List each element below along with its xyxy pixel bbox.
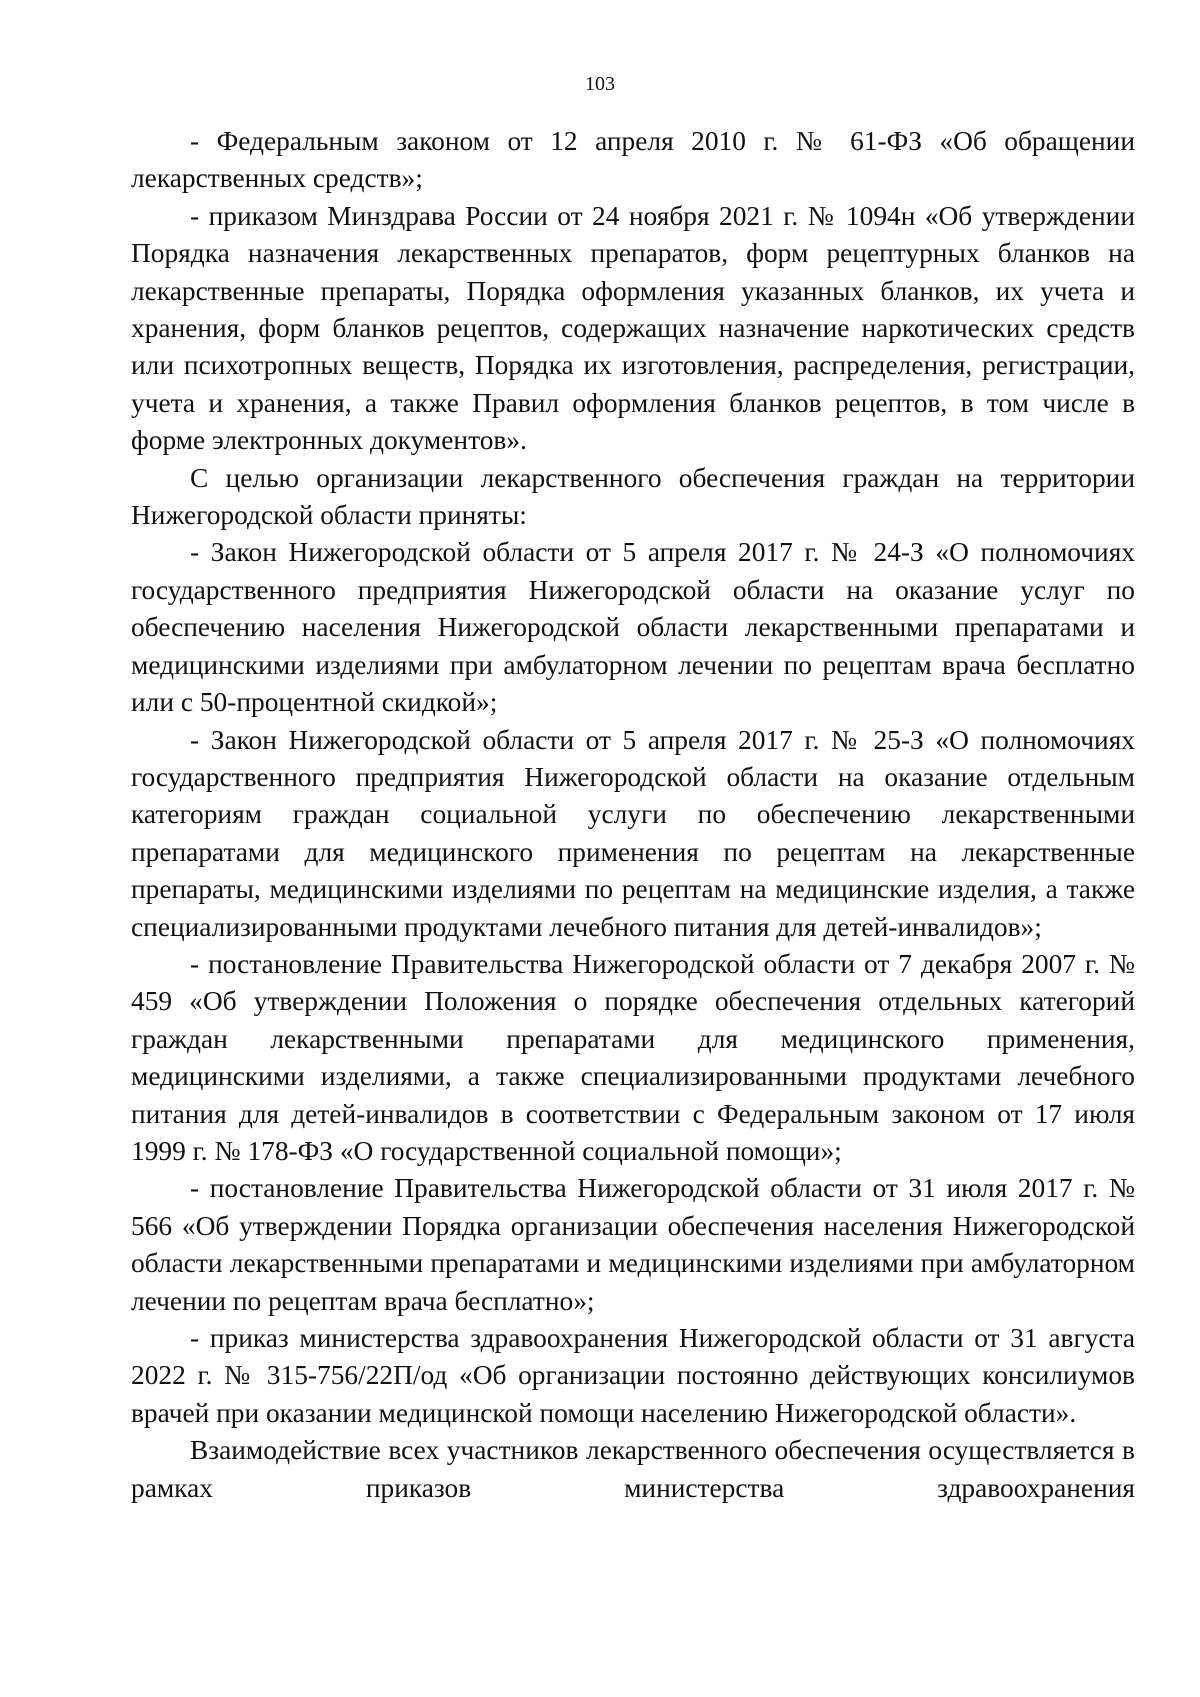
body-text <box>131 123 1135 1507</box>
paragraph-law-24-z: - Закон Нижегородской области от 5 апреля 2017 г. № 24-З «О полномочиях государственного предприятия Нижегородской области на оказание услуг по обеспечению населения Нижегородской области лекарственными препаратами и медицинскими изделиями при амбулаторном лечении по рецептам врача бесплатно или с 50-процентной скидкой»; <box>131 537 1135 718</box>
paragraph-federal-law-61: - Федеральным законом от 12 апреля 2010 г. № 61-ФЗ «Об обращении лекарственных средств»; <box>131 126 1135 194</box>
paragraph-order-315-756: - приказ министерства здравоохранения Нижегородской области от 31 августа 2022 г. № 315-756/22П/од «Об организации постоянно действующих консилиумов врачей при оказании медицинской помощи населению Нижегородской области». <box>131 1323 1135 1428</box>
page-number: 103 <box>585 73 615 95</box>
paragraph-resolution-566: - постановление Правительства Нижегородской области от 31 июля 2017 г. № 566 «Об утверждении Порядка организации обеспечения населения Нижегородской области лекарственными препаратами и медицинскими изделиями при амбулаторном лечении по рецептам врача бесплатно»; <box>131 1173 1135 1316</box>
paragraph-intro-regional-acts: С целью организации лекарственного обеспечения граждан на территории Нижегородской области приняты: <box>131 462 1135 531</box>
paragraph-order-1094n: - приказом Минздрава России от 24 ноября 2021 г. № 1094н «Об утверждении Порядка назначения лекарственных препаратов, форм рецептурных бланков на лекарственные препараты, Порядка оформления указанных бланков, их учета и хранения, форм бланков рецептов, содержащих назначение наркотических средств или психотропных веществ, Порядка их изготовления, распределения, регистрации, учета и хранения, а также Правил оформления бланков рецептов, в том числе в форме электронных документов». <box>131 200 1135 456</box>
paragraph-interaction: Взаимодействие всех участников лекарственного обеспечения осуществляется в рамках приказов министерства здравоохранения <box>131 1435 1135 1503</box>
paragraph-resolution-459: - постановление Правительства Нижегородской области от 7 декабря 2007 г. № 459 «Об утверждении Положения о порядке обеспечения отдельных категорий граждан лекарственными препаратами для медицинского применения, медицинскими изделиями, а также специализированными продуктами лечебного питания для детей-инвалидов в соответствии с Федеральным законом от 17 июля 1999 г. № 178-ФЗ «О государственной социальной помощи»; <box>131 948 1135 1166</box>
paragraph-law-25-z: - Закон Нижегородской области от 5 апреля 2017 г. № 25-З «О полномочиях государственного предприятия Нижегородской области на оказание отдельным категориям граждан социальной услуги по обеспечению лекарственными препаратами для медицинского применения по рецептам на лекарственные препараты, медицинскими изделиями по рецептам на медицинские изделия, а также специализированными продуктами лечебного питания для детей-инвалидов»; <box>131 724 1135 942</box>
